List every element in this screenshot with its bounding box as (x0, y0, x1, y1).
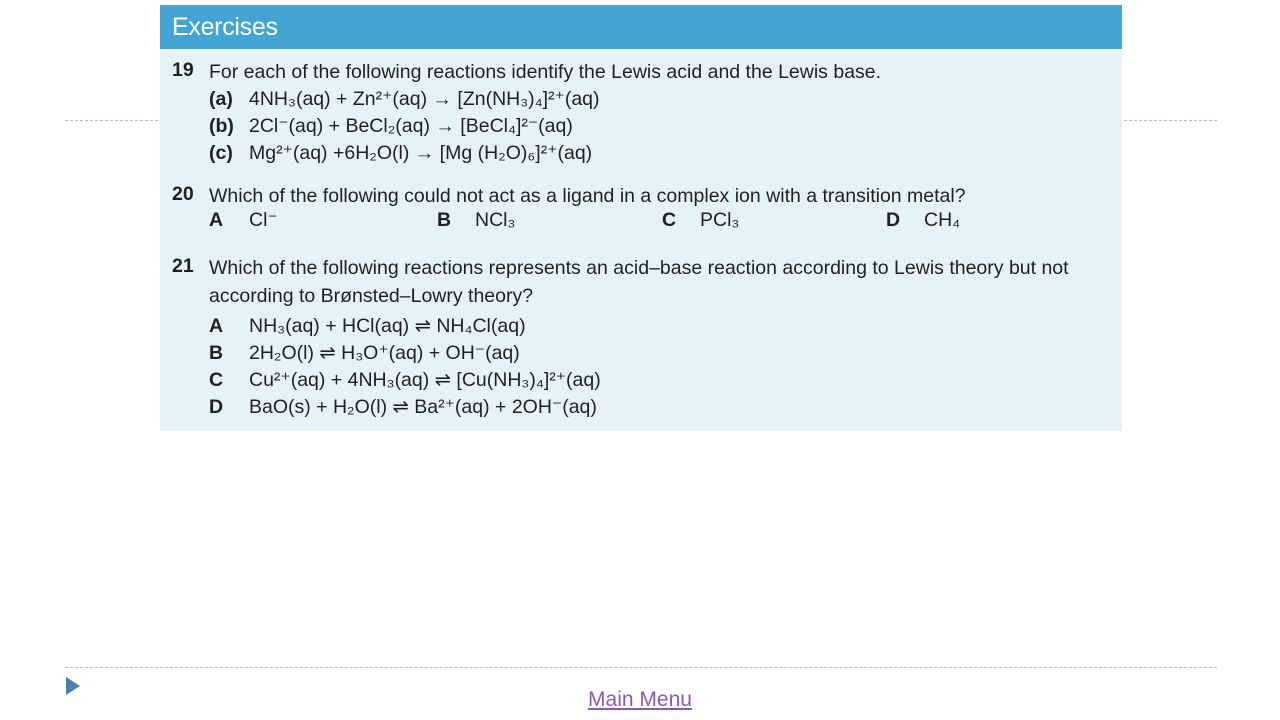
exercises-panel (160, 5, 1122, 431)
option-b (437, 207, 515, 234)
option-c (662, 207, 739, 234)
option-letter: D (886, 209, 901, 231)
reaction-c (209, 140, 592, 167)
exercises-header: Exercises (160, 5, 1122, 49)
option-value: NCl₃ (475, 209, 516, 231)
option-c (209, 367, 601, 394)
question-number: 21 (172, 255, 194, 277)
question-text-line-2: according to Brønsted–Lowry theory? (209, 285, 534, 307)
reaction-a (209, 86, 600, 113)
main-menu-link[interactable]: Main Menu (588, 688, 692, 711)
question-text: Which of the following could not act as a ligand in a complex ion with a transition metal? (209, 185, 966, 207)
equation: NH₃(aq) + HCl(aq) ⇌ NH₄Cl(aq) (249, 315, 526, 337)
option-letter: B (209, 342, 224, 364)
part-label: (c) (209, 142, 233, 164)
question-text: For each of the following reactions identify the Lewis acid and the Lewis base. (209, 61, 882, 83)
question-number: 19 (172, 59, 194, 81)
part-label: (a) (209, 88, 233, 110)
part-label: (b) (209, 115, 234, 137)
option-letter: B (437, 209, 452, 231)
equation: BaO(s) + H₂O(l) ⇌ Ba²⁺(aq) + 2OH⁻(aq) (249, 396, 597, 418)
option-letter: C (662, 209, 677, 231)
option-value: PCl₃ (700, 209, 740, 231)
equation: Mg²⁺(aq) +6H₂O(l) → [Mg (H₂O)₆]²⁺(aq) (249, 142, 593, 164)
equation: Cu²⁺(aq) + 4NH₃(aq) ⇌ [Cu(NH₃)₄]²⁺(aq) (249, 369, 601, 391)
equation: 2H₂O(l) ⇌ H₃O⁺(aq) + OH⁻(aq) (249, 342, 520, 364)
option-value: CH₄ (924, 209, 961, 231)
option-d (886, 207, 960, 234)
option-letter: D (209, 396, 224, 418)
option-letter: C (209, 369, 224, 391)
question-text-line-1: Which of the following reactions represents an acid–base reaction according to Lewis theory but not (209, 257, 1069, 279)
option-letter: A (209, 315, 224, 337)
option-letter: A (209, 209, 224, 231)
option-d (209, 394, 597, 421)
question-number: 20 (172, 183, 194, 205)
option-b (209, 340, 520, 367)
option-a (209, 207, 278, 234)
equation: 2Cl⁻(aq) + BeCl₂(aq) → [BeCl₄]²⁻(aq) (249, 115, 573, 137)
option-value: Cl⁻ (249, 209, 278, 231)
option-a (209, 313, 526, 340)
bottom-divider (65, 667, 1217, 668)
equation: 4NH₃(aq) + Zn²⁺(aq) → [Zn(NH₃)₄]²⁺(aq) (249, 88, 600, 110)
reaction-b (209, 113, 573, 140)
